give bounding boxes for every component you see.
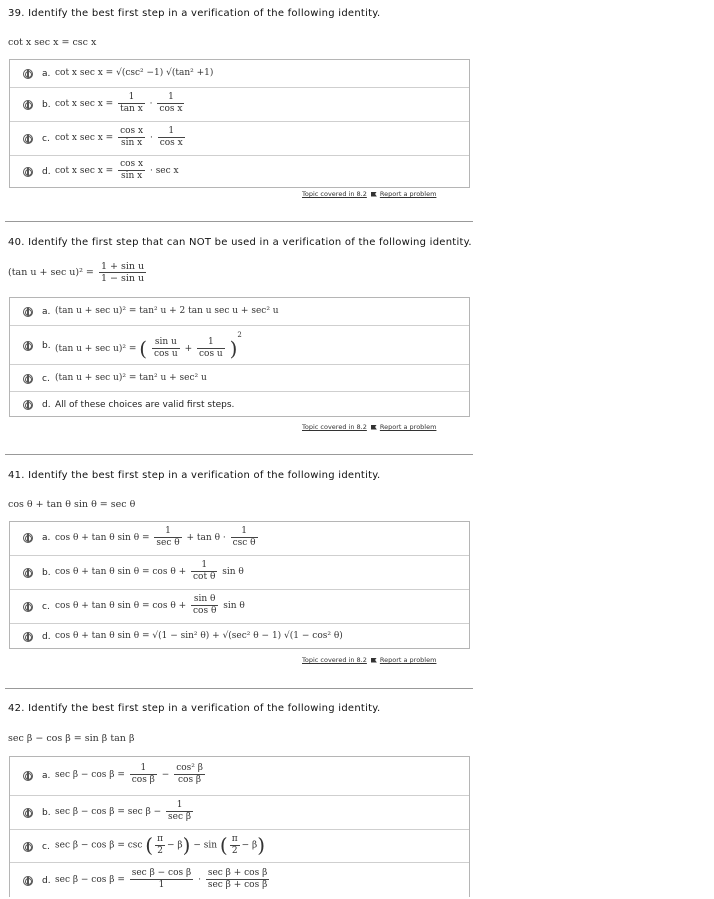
choice-letter: b. xyxy=(42,808,51,818)
fraction: $\frac{1}{\text{cot θ}}$ xyxy=(193,560,216,582)
choice-letter: c. xyxy=(42,842,50,852)
expression-lhs: sec β − cos β = sec β − xyxy=(55,807,162,817)
separator xyxy=(5,221,473,222)
choice-letter: a. xyxy=(42,533,51,543)
choice-expression: (tan u + sec u)² = tan² u + sec² u xyxy=(55,373,207,383)
fraction: $\frac{\text{cos x}}{\text{sin x}}$ xyxy=(120,126,144,148)
question-footer xyxy=(302,423,436,431)
operator: · xyxy=(149,99,153,109)
choice-letter: b. xyxy=(42,341,51,351)
radio-button[interactable] xyxy=(23,602,33,612)
expression-term: − β xyxy=(241,840,258,851)
question-footer xyxy=(302,656,436,664)
fraction: $\frac{1}{\text{cos x}}$ xyxy=(159,92,183,114)
operator: · xyxy=(198,875,201,885)
choice-expression xyxy=(55,868,271,891)
choice-expression xyxy=(55,159,179,182)
fraction: $\frac{\text{sin u}}{\text{cos u}}$ xyxy=(153,337,178,359)
question-title: 42. Identify the best first step in a verification of the following identity. xyxy=(8,703,381,714)
choice-list xyxy=(9,756,470,897)
choice-expression: (tan u + sec u)² = tan² u + 2 tan u sec u + sec² u xyxy=(55,306,279,316)
radio-button[interactable] xyxy=(23,632,33,642)
choice-b[interactable] xyxy=(10,325,469,364)
expression-lhs: (tan u + sec u)² = xyxy=(55,344,137,354)
choice-letter: c. xyxy=(42,374,50,384)
choice-expression: (tan u + sec u)² = ( $\frac{\text{sin u}}{\text{cos u}}$ + $\frac{1}{\text{cos u}}$ )$^2$ xyxy=(55,331,242,361)
operator: + tan θ · xyxy=(186,533,226,543)
radio-button[interactable] xyxy=(23,341,33,351)
choice-b[interactable] xyxy=(10,87,469,121)
choice-list xyxy=(9,297,470,417)
identity: cos θ + tan θ sin θ = sec θ xyxy=(8,499,136,510)
choice-expression xyxy=(55,92,186,115)
fraction: $\frac{\text{sec β + cos β}}{\text{sec β + cos β}}$ xyxy=(207,868,268,890)
topic-link[interactable]: Topic covered in 8.2 xyxy=(302,656,367,664)
radio-button[interactable] xyxy=(23,876,33,886)
separator xyxy=(5,688,473,689)
operator: · xyxy=(149,133,153,143)
choice-a[interactable] xyxy=(10,298,469,325)
fraction: $\frac{1}{\text{sec θ}}$ xyxy=(156,526,180,548)
fraction: $\frac{\text{cos x}}{\text{sin x}}$ xyxy=(120,159,144,181)
choice-expression xyxy=(55,594,245,617)
fraction: $\frac{1}{\text{tan x}}$ xyxy=(120,92,143,114)
expression-lhs: sec β − cos β = xyxy=(55,770,125,780)
choice-letter: c. xyxy=(42,134,50,144)
report-problem-link[interactable]: Report a problem xyxy=(379,423,437,431)
expression-lhs: sec β − cos β = csc xyxy=(55,840,143,851)
operator: + xyxy=(184,344,193,354)
expression-lhs: cot x sec x = xyxy=(55,166,114,176)
choice-letter: b. xyxy=(42,568,51,578)
identity: sec β − cos β = sin β tan β xyxy=(8,733,135,744)
identity-lhs: (tan u + sec u)² = xyxy=(8,267,94,278)
radio-button[interactable] xyxy=(23,69,33,79)
choice-expression xyxy=(55,126,187,149)
choice-letter: a. xyxy=(42,69,51,79)
choice-expression xyxy=(55,526,260,549)
radio-button[interactable] xyxy=(23,842,33,852)
radio-button[interactable] xyxy=(23,167,33,177)
fraction: $\frac{\text{1 + sin u}}{\text{1 − sin u}}$ xyxy=(100,261,145,284)
question-footer xyxy=(302,190,436,198)
fraction: $\frac{1}{\text{cos β}}$ xyxy=(131,763,155,785)
choice-letter: d. xyxy=(42,167,51,177)
fraction: $\frac{1}{\text{sec β}}$ xyxy=(168,800,192,822)
radio-button[interactable] xyxy=(23,533,33,543)
separator xyxy=(5,454,473,455)
choice-c[interactable] xyxy=(10,121,469,155)
identity xyxy=(8,261,148,284)
fraction: $\frac{1}{\text{csc θ}}$ xyxy=(232,526,256,548)
question-title: 41. Identify the best first step in a verification of the following identity. xyxy=(8,470,381,481)
expression-rest: sin θ xyxy=(222,567,244,577)
expression-lhs: cot x sec x = xyxy=(55,133,114,143)
topic-link[interactable]: Topic covered in 8.2 xyxy=(302,423,367,431)
expression-lhs: cos θ + tan θ sin θ = cos θ + xyxy=(55,567,187,577)
radio-button[interactable] xyxy=(23,808,33,818)
expression-rest: · sec x xyxy=(149,166,179,176)
fraction: $\frac{\pi}{2}$ xyxy=(231,833,238,856)
choice-c[interactable] xyxy=(10,829,469,862)
question-title: 40. Identify the first step that can NOT be used in a verification of the following identity. xyxy=(8,237,472,248)
operator: − xyxy=(161,770,170,780)
choice-d[interactable] xyxy=(10,862,469,897)
choice-expression xyxy=(55,560,244,583)
radio-button[interactable] xyxy=(23,568,33,578)
fraction: $\frac{\pi}{2}$ xyxy=(157,833,164,856)
radio-button[interactable] xyxy=(23,771,33,781)
choice-a[interactable] xyxy=(10,522,469,555)
expression-lhs: cot x sec x = xyxy=(55,68,114,78)
choice-b[interactable] xyxy=(10,555,469,589)
choice-d[interactable] xyxy=(10,155,469,187)
choice-text: All of these choices are valid first steps. xyxy=(55,400,235,410)
radio-button[interactable] xyxy=(23,307,33,317)
choice-letter: a. xyxy=(42,307,51,317)
report-problem-link[interactable]: Report a problem xyxy=(379,190,437,198)
topic-link[interactable]: Topic covered in 8.2 xyxy=(302,190,367,198)
radio-button[interactable] xyxy=(23,400,33,410)
fraction: $\frac{\text{sec β − cos β}}{1}$ xyxy=(131,868,192,890)
choice-expression xyxy=(55,763,207,786)
expression-rest: sin θ xyxy=(223,601,245,611)
choice-letter: b. xyxy=(42,100,51,110)
identity: cot x sec x = csc x xyxy=(8,37,97,48)
choice-a[interactable] xyxy=(10,757,469,795)
choice-c[interactable] xyxy=(10,364,469,391)
fraction: $\frac{\text{cos² β}}{\text{cos β}}$ xyxy=(176,763,203,785)
choice-expression: cos θ + tan θ sin θ = √(1 − sin² θ) + √(sec² θ − 1) √(1 − cos² θ) xyxy=(55,631,343,641)
operator: − sin xyxy=(193,840,218,851)
choice-letter: c. xyxy=(42,602,50,612)
choice-a[interactable] xyxy=(10,60,469,87)
fraction: $\frac{1}{\text{cos u}}$ xyxy=(198,337,223,359)
flag-icon xyxy=(371,192,377,197)
expression-lhs: cos θ + tan θ sin θ = xyxy=(55,533,150,543)
expression-term: − β xyxy=(167,840,183,851)
expression-lhs: cot x sec x = xyxy=(55,99,114,109)
choice-letter: d. xyxy=(42,400,51,410)
expression-rhs: √(csc² −1) √(tan² +1) xyxy=(116,68,214,78)
exponent: 2 xyxy=(237,331,242,339)
choice-list xyxy=(9,521,470,649)
choice-d[interactable] xyxy=(10,623,469,648)
choice-letter: d. xyxy=(42,632,51,642)
fraction: $\frac{\text{sin θ}}{\text{cos θ}}$ xyxy=(193,594,217,616)
choice-expression xyxy=(55,68,213,78)
choice-expression: sec β − cos β = csc ( $\frac{\pi}{2}$ − β) − sin ( $\frac{\pi}{2}$ − β) xyxy=(55,833,266,857)
choice-list xyxy=(9,59,470,188)
expression-lhs: cos θ + tan θ sin θ = cos θ + xyxy=(55,601,187,611)
choice-expression xyxy=(55,800,195,823)
choice-d[interactable] xyxy=(10,391,469,416)
expression-lhs: sec β − cos β = xyxy=(55,875,125,885)
choice-letter: a. xyxy=(42,771,51,781)
choice-c[interactable] xyxy=(10,589,469,623)
question-title: 39. Identify the best first step in a verification of the following identity. xyxy=(8,8,381,19)
choice-letter: d. xyxy=(42,876,51,886)
flag-icon xyxy=(371,658,377,663)
radio-button[interactable] xyxy=(23,100,33,110)
fraction: $\frac{1}{\text{cos x}}$ xyxy=(159,126,183,148)
radio-button[interactable] xyxy=(23,374,33,384)
radio-button[interactable] xyxy=(23,134,33,144)
choice-b[interactable] xyxy=(10,795,469,829)
flag-icon xyxy=(371,425,377,430)
report-problem-link[interactable]: Report a problem xyxy=(379,656,437,664)
